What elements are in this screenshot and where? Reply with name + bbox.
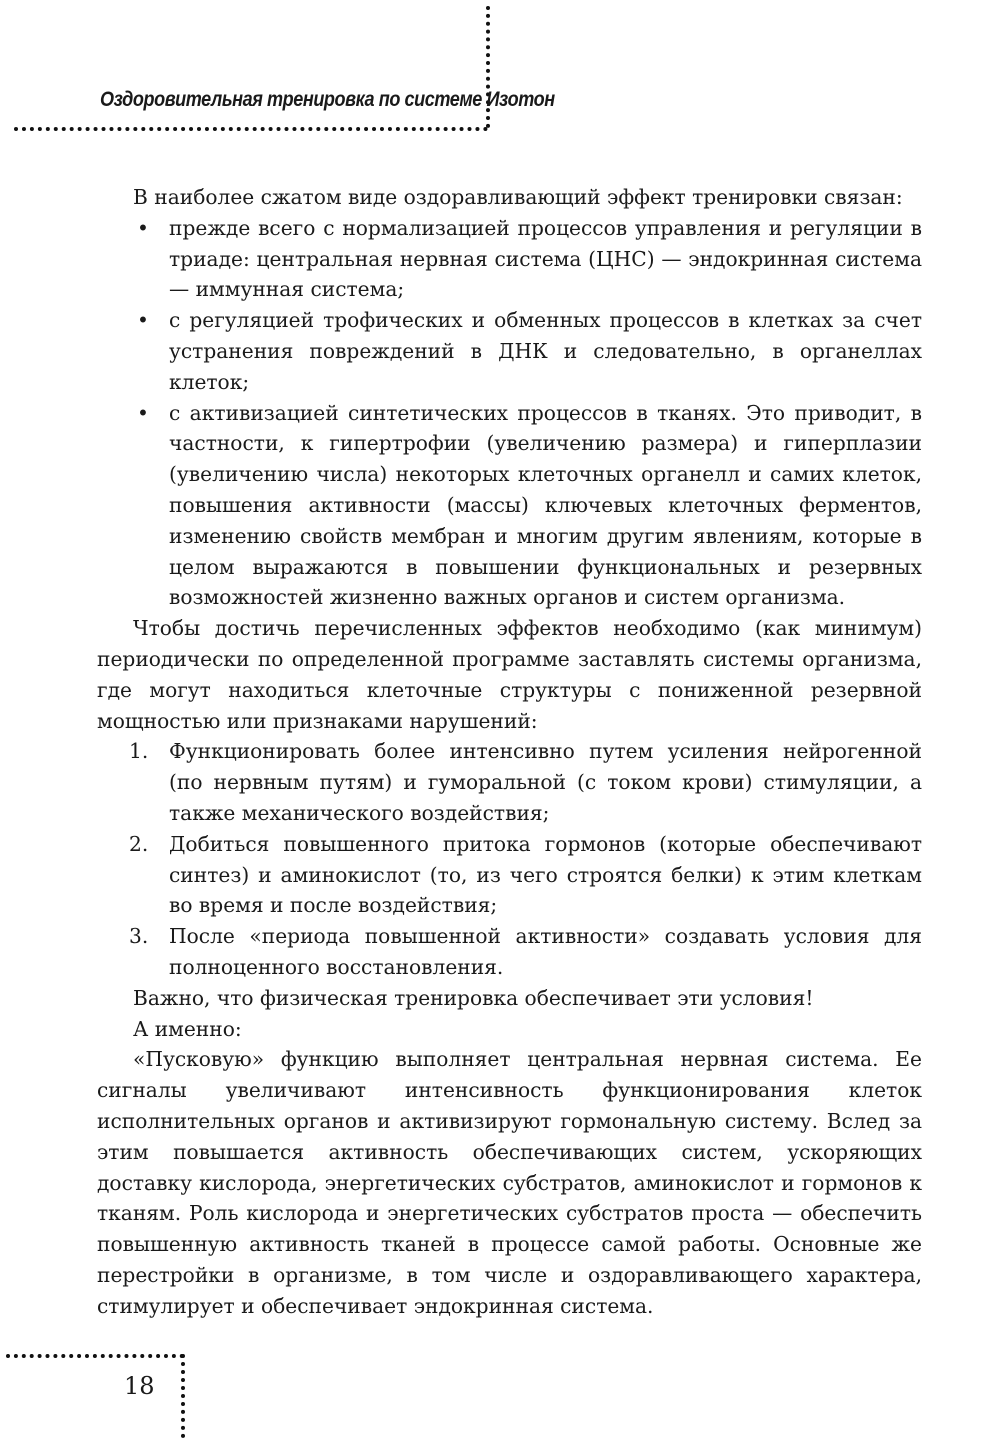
numbered-item: [97, 829, 922, 921]
header-horizontal-dotted-rule: [14, 127, 488, 131]
item-number: 1.: [129, 739, 149, 764]
namely-paragraph: А именно:: [133, 1016, 242, 1041]
intro-paragraph: В наиболее сжатом виде оздоравливающий эффект тренировки связан:: [133, 185, 903, 209]
item-number: 2.: [129, 831, 149, 856]
bullet-item: [97, 398, 922, 614]
bullet-text: прежде всего с нормализацией процессов управления и регуляции в триаде: центральная нервная система (ЦНС) — эндокринная система — иммунная система;: [169, 215, 922, 302]
item-text: Функционировать более интенсивно путем усиления нейрогенной (по нервным путям) и гуморальной (с током крови) стимуляции, а также механического воздействия;: [169, 739, 922, 825]
bullet-item: [97, 305, 922, 397]
bullet-marker: •: [137, 308, 149, 333]
page-body: [97, 182, 922, 1321]
item-number: 3.: [129, 924, 149, 949]
numbered-item: [97, 736, 922, 828]
effects-bullet-list: [97, 213, 922, 613]
footer-horizontal-dotted-rule: [6, 1354, 184, 1358]
requirements-numbered-list: [97, 736, 922, 982]
running-head: Оздоровительная тренировка по системе Изотон: [100, 88, 555, 111]
item-text: После «периода повышенной активности» создавать условия для полноценного восстановления.: [169, 924, 922, 979]
numbered-item: [97, 921, 922, 983]
page-number: 18: [124, 1372, 155, 1400]
footer-vertical-dotted-rule: [181, 1354, 185, 1438]
goal-paragraph: Чтобы достичь перечисленных эффектов необходимо (как минимум) периодически по определенной программе заставлять системы организма, где могут находиться клеточные структуры с пониженной резервной мощностью или признаками нарушений:: [97, 616, 922, 733]
bullet-marker: •: [137, 400, 149, 425]
trigger-paragraph: «Пусковую» функцию выполняет центральная нервная система. Ее сигналы увеличивают интенсивность функционирования клеток исполнительных органов и активизируют гормональную систему. Вслед за этим повышается активность обеспечивающих систем, ускоряющих доставку кислорода, энергетических субстратов, аминокислот и гормонов к тканям. Роль кислорода и энергетических субстратов проста — обеспечить повышенную активность тканей в процессе самой работы. Основные же перестройки в организме, в том числе и оздоравливающего характера, стимулирует и обеспечивает эндокринная система.: [97, 1047, 922, 1318]
item-text: Добиться повышенного притока гормонов (которые обеспечивают синтез) и аминокислот (то, из чего строятся белки) к этим клеткам во время и после воздействия;: [169, 831, 922, 918]
important-paragraph: Важно, что физическая тренировка обеспечивает эти условия!: [133, 985, 814, 1010]
bullet-marker: •: [137, 215, 149, 240]
bullet-text: с активизацией синтетических процессов в тканях. Это приводит, в частности, к гипертрофии (увеличению размера) и гиперплазии (увеличению числа) некоторых клеточных органелл и самих клеток, повышения активности (массы) ключевых клеточных ферментов, изменению свойств мембран и многим другим явлениям, которые в целом выражаются в повышении функциональных и резервных возможностей жизненно важных органов и систем организма.: [169, 400, 922, 610]
bullet-item: [97, 213, 922, 305]
bullet-text: с регуляцией трофических и обменных процессов в клетках за счет устранения повреждений в ДНК и следовательно, в органеллах клеток;: [169, 308, 922, 394]
